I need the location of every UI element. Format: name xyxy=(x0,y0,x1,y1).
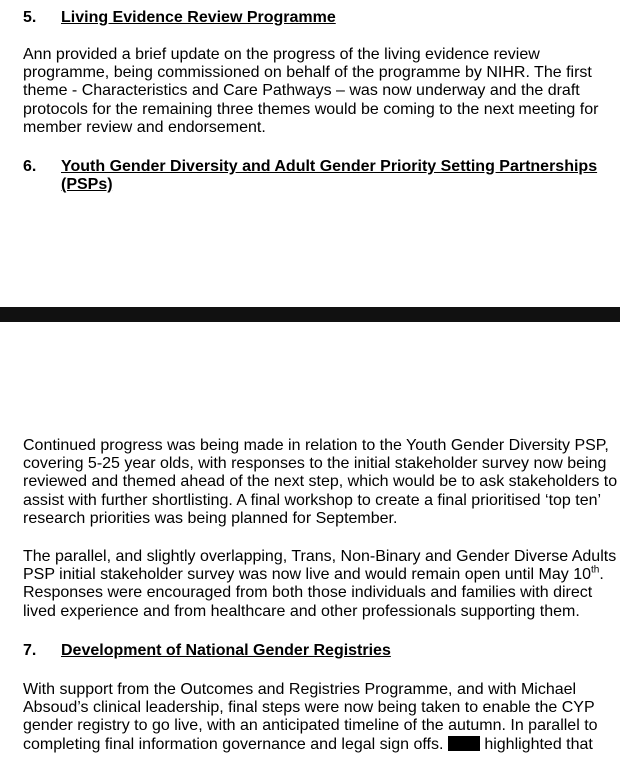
text-segment: completing final information governance and legal sign offs. xyxy=(23,735,444,753)
text-line: Absoud’s clinical leadership, final steps were now being taken to enable the CYP xyxy=(23,699,595,717)
text-line xyxy=(23,736,620,754)
text-line: The parallel, and slightly overlapping, Trans, Non-Binary and Gender Diverse Adults xyxy=(23,548,617,565)
text-line: reviewed and themed ahead of the next step, which would be to ask stakeholders to xyxy=(23,473,618,491)
redaction-bar xyxy=(0,307,620,322)
text-line: lived experience and from healthcare and other professionals supporting them. xyxy=(23,602,580,620)
text-line: gender registry to go live, with an anticipated timeline of the autumn. In parallel to xyxy=(23,717,598,735)
text-line: Continued progress was being made in relation to the Youth Gender Diversity PSP, xyxy=(23,437,609,454)
text-line: research priorities was being planned for September. xyxy=(23,509,398,527)
section-title-line-2: (PSPs) xyxy=(61,176,113,193)
section-title-line-1: Youth Gender Diversity and Adult Gender Priority Setting Partnerships xyxy=(61,158,598,175)
section-title: Development of National Gender Registries xyxy=(61,642,391,659)
text-line: Ann provided a brief update on the progress of the living evidence review xyxy=(23,46,540,63)
text-line: theme - Characteristics and Care Pathways – was now underway and the draft xyxy=(23,82,580,100)
text-line: covering 5-25 year olds, with responses to the initial stakeholder survey now being xyxy=(23,455,607,473)
text-line: assist with further shortlisting. A final workshop to create a final prioritised ‘top ten’ xyxy=(23,491,602,509)
section-6-paragraph-1 xyxy=(23,437,620,528)
text-line xyxy=(23,566,620,584)
section-number: 6. xyxy=(23,158,37,175)
section-5-paragraph xyxy=(23,46,620,137)
text-line: protocols for the remaining three themes would be coming to the next meeting for xyxy=(23,100,599,118)
section-number: 7. xyxy=(23,642,37,659)
text-line: programme, being commissioned on behalf of the programme by NIHR. The first xyxy=(23,64,592,82)
text-segment: PSP initial stakeholder survey was now live and would remain open until May 10 xyxy=(23,566,592,584)
text-segment: . xyxy=(599,566,604,584)
text-segment: highlighted that xyxy=(484,735,593,753)
text-line: Responses were encouraged from both those individuals and families with direct xyxy=(23,584,593,602)
section-7-paragraph xyxy=(23,681,620,754)
redaction-box xyxy=(448,736,480,751)
section-6-paragraph-2 xyxy=(23,548,620,621)
superscript: th xyxy=(591,564,600,576)
section-title: Living Evidence Review Programme xyxy=(61,9,336,26)
text-line: With support from the Outcomes and Registries Programme, and with Michael xyxy=(23,681,577,698)
section-number: 5. xyxy=(23,9,37,26)
text-line: member review and endorsement. xyxy=(23,118,266,136)
